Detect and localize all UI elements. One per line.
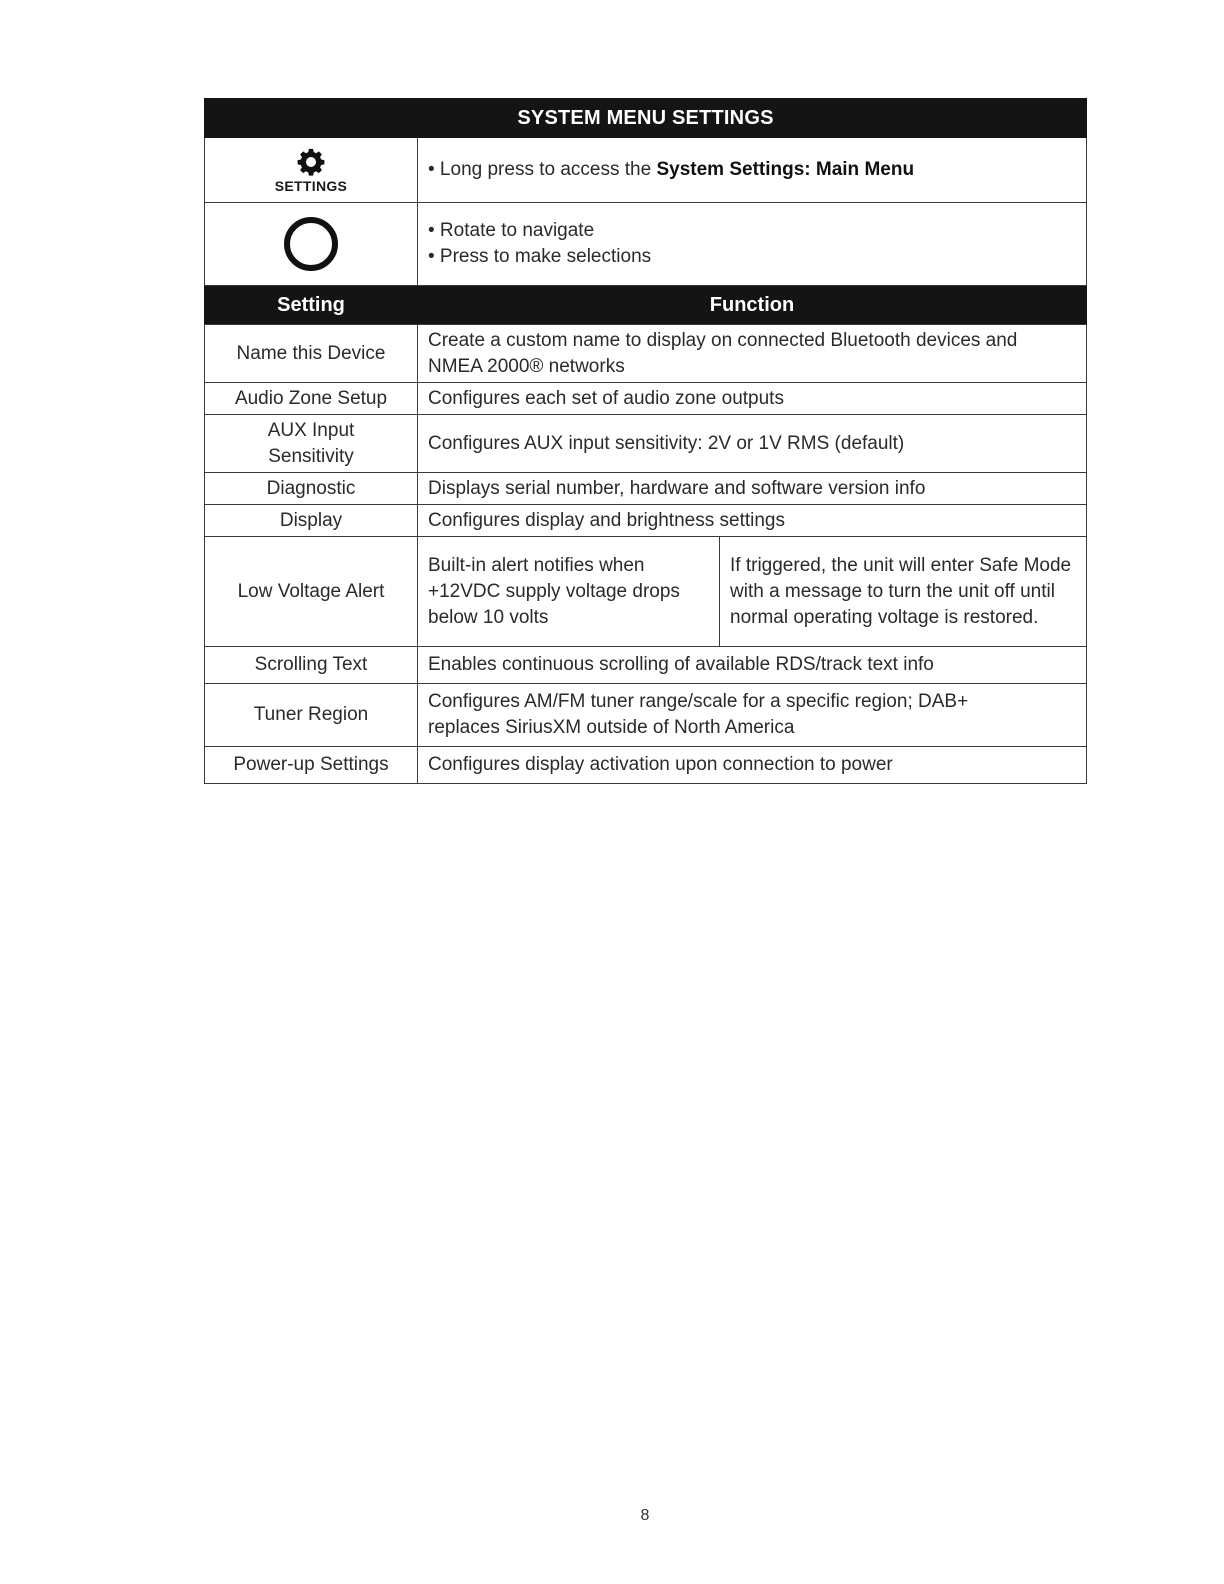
setting-function: Configures AUX input sensitivity: 2V or 1V RMS (default) xyxy=(418,415,1087,473)
settings-text-prefix: • Long press to access the xyxy=(428,159,657,180)
table-row xyxy=(205,505,1087,537)
setting-function: Configures display and brightness settings xyxy=(418,505,1087,537)
table-row xyxy=(205,325,1087,383)
setting-function: Enables continuous scrolling of available RDS/track text info xyxy=(418,647,1087,684)
knob-cell xyxy=(205,203,418,286)
column-header-function: Function xyxy=(418,286,1087,325)
setting-name: Display xyxy=(205,505,418,537)
rotary-knob-icon xyxy=(284,217,338,271)
table-row xyxy=(205,647,1087,684)
table-row xyxy=(205,473,1087,505)
table-row xyxy=(205,747,1087,784)
settings-text-bold: System Settings: Main Menu xyxy=(656,159,915,180)
setting-name: Audio Zone Setup xyxy=(205,383,418,415)
setting-name: Power-up Settings xyxy=(205,747,418,784)
knob-description xyxy=(418,203,1087,286)
setting-name: Low Voltage Alert xyxy=(205,537,418,647)
table-row xyxy=(205,684,1087,747)
table-row xyxy=(205,383,1087,415)
settings-button-description xyxy=(418,138,1087,203)
setting-name: Name this Device xyxy=(205,325,418,383)
knob-line-press: • Press to make selections xyxy=(428,246,652,267)
setting-function-detail: If triggered, the unit will enter Safe Mode with a message to turn the unit off until normal operating voltage is restored. xyxy=(720,537,1087,647)
setting-name: Tuner Region xyxy=(205,684,418,747)
knob-line-rotate: • Rotate to navigate xyxy=(428,220,595,241)
table-row xyxy=(205,537,1087,647)
setting-function: Configures AM/FM tuner range/scale for a specific region; DAB+ replaces SiriusXM outside of North America xyxy=(418,684,1087,747)
system-menu-settings-table xyxy=(204,98,1087,784)
page-number: 8 xyxy=(640,1507,650,1524)
settings-button-cell xyxy=(205,138,418,203)
column-header-setting: Setting xyxy=(205,286,418,325)
setting-function: Create a custom name to display on connected Bluetooth devices and NMEA 2000® networks xyxy=(418,325,1087,383)
setting-function: Configures each set of audio zone outputs xyxy=(418,383,1087,415)
gear-icon xyxy=(296,147,326,177)
table-row xyxy=(205,415,1087,473)
setting-name: AUX Input Sensitivity xyxy=(205,415,418,473)
table-title: SYSTEM MENU SETTINGS xyxy=(205,99,1087,138)
setting-function: Configures display activation upon connection to power xyxy=(418,747,1087,784)
setting-function: Displays serial number, hardware and software version info xyxy=(418,473,1087,505)
setting-name: Scrolling Text xyxy=(205,647,418,684)
setting-name: Diagnostic xyxy=(205,473,418,505)
setting-function: Built-in alert notifies when +12VDC supply voltage drops below 10 volts xyxy=(418,537,720,647)
settings-icon-caption: SETTINGS xyxy=(274,178,348,194)
